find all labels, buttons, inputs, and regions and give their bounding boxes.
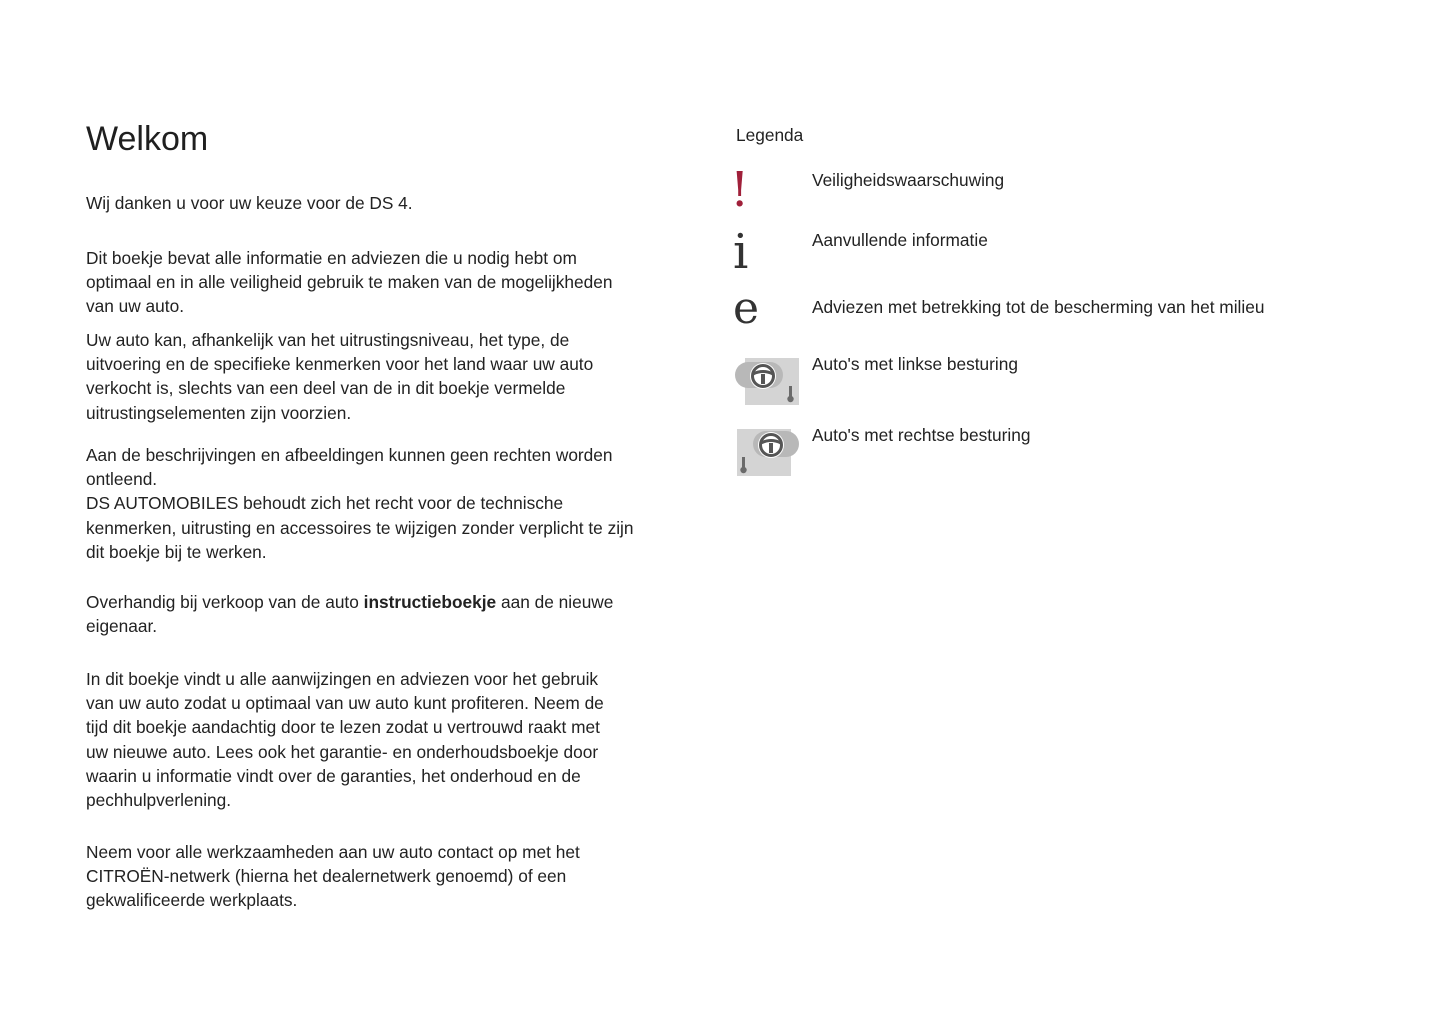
left-hand-drive-icon [735,355,801,407]
info-icon: i [733,224,749,280]
legend-label-left-hand-drive: Auto's met linkse besturing [812,354,1018,374]
legend-label-additional-info: Aanvullende informatie [812,230,988,250]
handover-text-start: Overhandig bij verkoop van de auto [86,592,364,612]
handover-paragraph [86,590,686,638]
equipment-paragraph: Uw auto kan, afhankelijk van het uitrustingsniveau, het type, de uitvoering en de specifieke kenmerken voor het land waar uw auto verkocht is, slechts van een deel van de in dit boekje vermelde uitrustingselementen zijn voorzien. [86,330,594,423]
legend-label-safety-warning: Veiligheidswaarschuwing [812,170,1005,190]
intro-paragraph: Wij danken u voor uw keuze voor de DS 4. [86,193,413,213]
legend-label-right-hand-drive: Auto's met rechtse besturing [812,425,1031,445]
exclamation-icon: ! [730,162,750,218]
rights-paragraph: Aan de beschrijvingen en afbeeldingen kunnen geen rechten worden ontleend. DS AUTOMOBILES behoudt zich het recht voor de technische kenmerken, uitrusting en accessoires te wijzigen zonder verplicht te zijn dit boekje bij te werken. [86,445,634,562]
booklet-info-paragraph: Dit boekje bevat alle informatie en adviezen die u nodig hebt om optimaal en in alle veiligheid gebruik te maken van de mogelijkheden van uw auto. [86,248,613,317]
legend-label-environment: Adviezen met betrekking tot de bescherming van het milieu [812,297,1265,317]
page-title: Welkom [86,120,209,158]
right-hand-drive-icon [735,426,801,478]
usage-advice-paragraph: In dit boekje vindt u alle aanwijzingen en adviezen voor het gebruik van uw auto zodat u optimaal van uw auto kunt profiteren. Neem de tijd dit boekje aandachtig door te lezen zodat u vertrouwd raakt met uw nieuwe auto. Lees ook het garantie- en onderhoudsboekje door waarin u informatie vindt over de garanties, het onderhoud en de pechhulpverlening. [86,669,604,811]
eco-icon: e [733,283,760,334]
handover-text-end: aan de nieuwe eigenaar. [86,592,614,637]
handover-bold-term: instructieboekje [363,592,497,612]
dealer-network-paragraph: Neem voor alle werkzaamheden aan uw auto contact op met het CITROËN-netwerk (hierna het dealernetwerk genoemd) of een gekwalificeerde werkplaats. [86,842,580,911]
legend-title: Legenda [736,125,804,145]
